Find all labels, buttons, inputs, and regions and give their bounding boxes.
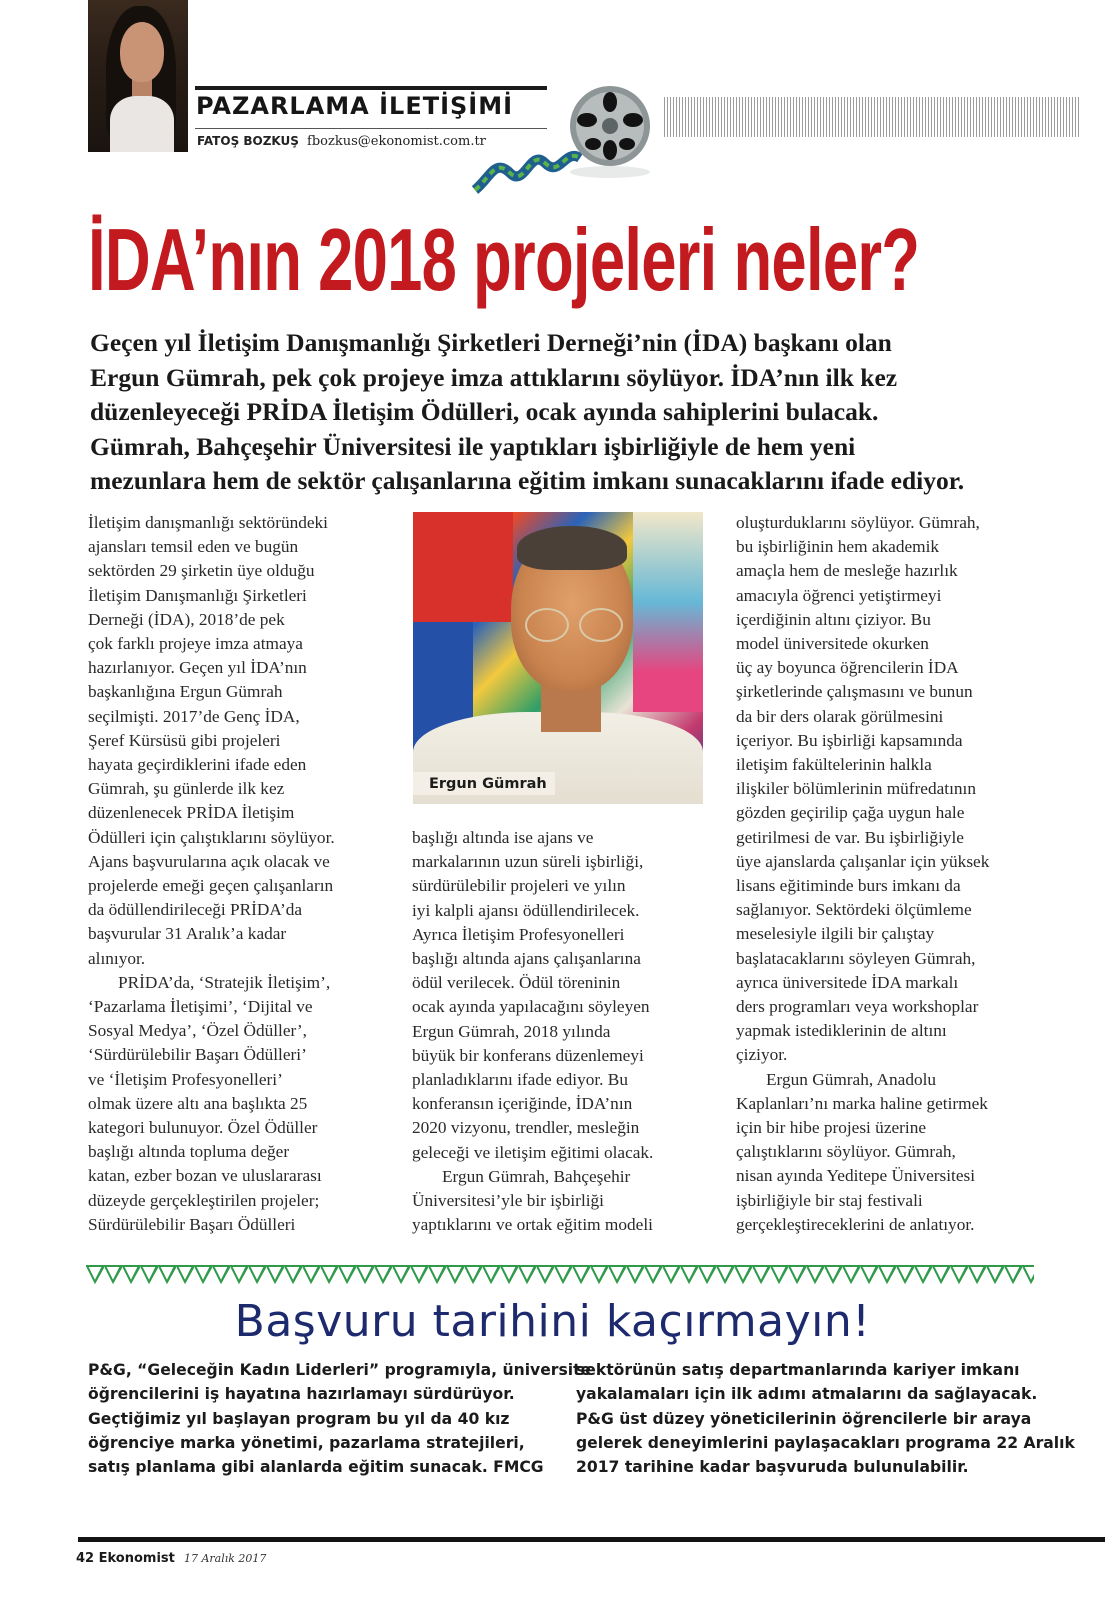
body-line: büyük bir konferans düzenlemeyi [412, 1045, 644, 1065]
body-line: bu işbirliğinin hem akademik [736, 537, 940, 557]
body-line: Ödülleri için çalıştıklarını söylüyor. [88, 827, 335, 847]
issue-date: 17 Aralık 2017 [183, 1552, 267, 1565]
body-line: 2020 vizyonu, trendler, mesleğin [412, 1118, 640, 1138]
section-title: PAZARLAMA İLETİŞİMİ [196, 92, 514, 120]
byline [197, 134, 486, 149]
body-line: Ergun Gümrah, 2018 yılında [412, 1021, 611, 1041]
body-column-1 [88, 511, 388, 1237]
box-line: öğrencilerini iş hayatına hazırlamayı sürdürüyor. [88, 1385, 515, 1404]
body-line: da ödüllendirileceği PRİDA’da [88, 900, 303, 920]
lead-paragraph [90, 326, 1040, 499]
body-line: PRİDA’da, ‘Stratejik İletişim’, [118, 972, 331, 992]
body-line: başkanlığına Ergun Gümrah [88, 682, 283, 702]
body-line: başlığı altında ise ajans ve [412, 828, 594, 847]
body-line: için bir hibe projesi üzerine [736, 1118, 927, 1138]
body-line: yapmak istediklerinin de altını [736, 1021, 947, 1041]
box-line: öğrenciye marka yönetimi, pazarlama stratejileri, [88, 1433, 525, 1452]
headline: İDA’nın 2018 projeleri neler? [88, 210, 920, 309]
body-line: konferansın içeriğinde, İDA’nın [412, 1094, 633, 1114]
body-line: şirketlerinde çalışmasını ve bunun [736, 682, 973, 702]
photo-caption: Ergun Gümrah [413, 772, 555, 795]
body-line: model üniversitede okurken [736, 634, 929, 654]
lead-line: Gümrah, Bahçeşehir Üniversitesi ile yaptıkları işbirliğiyle de hem yeni [90, 431, 856, 461]
body-line: başlatacaklarını söyleyen Gümrah, [736, 948, 976, 968]
body-column-3 [736, 511, 1036, 1237]
box-line: Geçtiğimiz yıl başlayan program bu yıl da 40 kız [88, 1409, 510, 1428]
author-face [120, 22, 164, 82]
body-line: Ayrıca İletişim Profesyonelleri [412, 924, 625, 944]
body-line: sağlanıyor. Sektördeki ölçümleme [736, 900, 972, 920]
page-footer [76, 1547, 266, 1566]
body-line: Ergun Gümrah, Bahçeşehir [442, 1166, 631, 1186]
author-name: FATOŞ BOZKUŞ [197, 134, 299, 148]
glasses-icon [525, 608, 569, 642]
author-email: fbozkus@ekonomist.com.tr [307, 134, 486, 149]
box-line: P&G, “Geleceğin Kadın Liderleri” programıyla, üniversite [88, 1361, 592, 1379]
body-line: ilişkiler bölümlerinin müfredatının [736, 779, 976, 799]
box-line: 2017 tarihine kadar başvuruda bulunulabilir. [576, 1458, 969, 1477]
body-line: amaçla hem de mesleğe hazırlık [736, 561, 958, 581]
body-line: Ergun Gümrah, Anadolu [766, 1069, 937, 1089]
lead-line: düzenleyeceği PRİDA İletişim Ödülleri, ocak ayında sahiplerini bulacak. [90, 397, 879, 426]
box-line: gelerek deneyimlerini paylaşacakları programa 22 Aralık [576, 1433, 1075, 1452]
body-line: başlığı altında ajans çalışanlarına [412, 949, 641, 969]
body-line: getirilmesi de var. Bu işbirliğiyle [736, 827, 964, 847]
body-line: gözden geçirilip çağa uygun hale [736, 803, 965, 823]
zigzag-divider [86, 1264, 1034, 1284]
photo-background-red [413, 512, 513, 622]
body-line: meselesiyle ilgili bir çalıştay [736, 924, 935, 944]
body-line: Sürdürülebilir Başarı Ödülleri [88, 1214, 296, 1234]
body-line: Üniversitesi’yle bir işbirliği [412, 1191, 604, 1211]
body-line: çok farklı projeye imza atmaya [88, 634, 303, 654]
barcode-strip [664, 97, 1079, 137]
body-line: da bir ders olarak görülmesini [736, 706, 944, 726]
box-column-2 [576, 1358, 1075, 1479]
body-line: üye ajanslarda çalışanlar için yüksek [736, 851, 990, 871]
body-line: yaptıklarını ve ortak eğitim modeli [412, 1215, 653, 1235]
body-line: Ajans başvurularına açık olacak ve [88, 851, 330, 871]
box-line: yakalamaları için ilk adımı atmalarını da sağlayacak. [576, 1385, 1038, 1404]
body-line: içeriyor. Bu işbirliği kapsamında [736, 730, 963, 750]
body-line: İletişim Danışmanlığı Şirketleri [88, 585, 307, 605]
body-line: Şeref Kürsüsü gibi projeleri [88, 730, 281, 750]
box-line: sektörünün satış departmanlarında kariyer imkanı [576, 1361, 1020, 1379]
body-column-2 [412, 826, 712, 1237]
body-line: ‘Sürdürülebilir Başarı Ödülleri’ [88, 1045, 307, 1065]
body-line: geleceği ve iletişim eğitimi olacak. [412, 1142, 654, 1162]
page-label: 42 Ekonomist [76, 1551, 175, 1566]
body-line: amacıyla öğrenci yetiştirmeyi [736, 585, 942, 605]
lead-line: mezunlara hem de sektör çalışanlarına eğitim imkanı sunacaklarını ifade ediyor. [90, 466, 965, 495]
body-line: olmak üzere altı ana başlıkta 25 [88, 1093, 308, 1113]
body-line: ödül verilecek. Ödül töreninin [412, 973, 621, 993]
footer-rule [78, 1537, 1105, 1542]
author-shirt [110, 96, 174, 152]
body-line: Kaplanları’nı marka haline getirmek [736, 1093, 988, 1113]
body-line: sürdürülebilir projeleri ve yılın [412, 876, 626, 896]
body-line: çalıştıklarını söylüyor. Gümrah, [736, 1142, 956, 1162]
interviewee-photo [413, 512, 703, 804]
body-line: üç ay boyunca öğrencilerin İDA [736, 658, 959, 678]
film-reel-icon [470, 78, 650, 198]
body-line: alınıyor. [88, 948, 146, 968]
body-line: içerdiğinin altını çiziyor. Bu [736, 609, 931, 629]
body-line: ayrıca üniversitede İDA markalı [736, 972, 959, 992]
body-line: İletişim danışmanlığı sektöründeki [88, 513, 328, 532]
photo-background-right [633, 512, 703, 712]
lead-line: Geçen yıl İletişim Danışmanlığı Şirketleri Derneği’nin (İDA) başkanı olan [90, 328, 892, 357]
body-line: ders programları veya workshoplar [736, 997, 979, 1017]
box-line: P&G üst düzey yöneticilerinin öğrencilerle bir araya [576, 1409, 1032, 1428]
photo-hair [517, 526, 627, 570]
body-line: ocak ayında yapılacağını söyleyen [412, 997, 650, 1017]
body-line: seçilmişti. 2017’de Genç İDA, [88, 706, 300, 726]
body-line: düzeyde gerçekleştirilen projeler; [88, 1190, 320, 1210]
body-line: düzenlenecek PRİDA İletişim [88, 803, 295, 823]
body-line: planladıklarını ifade ediyor. Bu [412, 1070, 628, 1090]
body-line: katan, ezber bozan ve uluslararası [88, 1166, 322, 1186]
body-line: başvurular 31 Aralık’a kadar [88, 924, 287, 944]
body-line: nisan ayında Yeditepe Üniversitesi [736, 1166, 976, 1186]
body-line: sektörden 29 şirketin üye olduğu [88, 561, 315, 581]
author-photo [88, 0, 188, 152]
body-line: markalarının uzun süreli işbirliği, [412, 852, 644, 872]
body-line: kategori bulunuyor. Özel Ödüller [88, 1118, 318, 1138]
body-line: Derneği (İDA), 2018’de pek [88, 609, 285, 629]
body-line: Sosyal Medya’, ‘Özel Ödüller’, [88, 1021, 307, 1041]
body-line: oluşturduklarını söylüyor. Gümrah, [736, 513, 980, 532]
body-line: ajansları temsil eden ve bugün [88, 537, 299, 557]
body-line: işbirliğiyle bir staj festivali [736, 1190, 923, 1210]
body-line: gerçekleştireceklerini de anlatıyor. [736, 1214, 975, 1234]
body-line: iletişim fakültelerinin halkla [736, 755, 932, 775]
box-title: Başvuru tarihini kaçırmayın! [234, 1296, 871, 1347]
body-line: iyi kalpli ajansı ödüllendirilecek. [412, 900, 640, 920]
body-line: hayata geçirdiklerini ifade eden [88, 755, 307, 775]
body-line: hazırlanıyor. Geçen yıl İDA’nın [88, 658, 307, 678]
body-line: lisans eğitiminde burs imkanı da [736, 876, 961, 896]
body-line: Gümrah, şu günlerde ilk kez [88, 779, 285, 799]
body-line: başlığı altında topluma değer [88, 1142, 290, 1162]
glasses-icon [579, 608, 623, 642]
box-column-1 [88, 1358, 591, 1479]
box-line: satış planlama gibi alanlarda eğitim sunacak. FMCG [88, 1458, 544, 1477]
body-line: projelerde emeği geçen çalışanların [88, 876, 334, 896]
body-line: çiziyor. [736, 1045, 788, 1065]
body-line: ve ‘İletişim Profesyonelleri’ [88, 1069, 283, 1089]
body-line: ‘Pazarlama İletişimi’, ‘Dijital ve [88, 997, 313, 1017]
lead-line: Ergun Gümrah, pek çok projeye imza attıklarını söylüyor. İDA’nın ilk kez [90, 362, 898, 392]
